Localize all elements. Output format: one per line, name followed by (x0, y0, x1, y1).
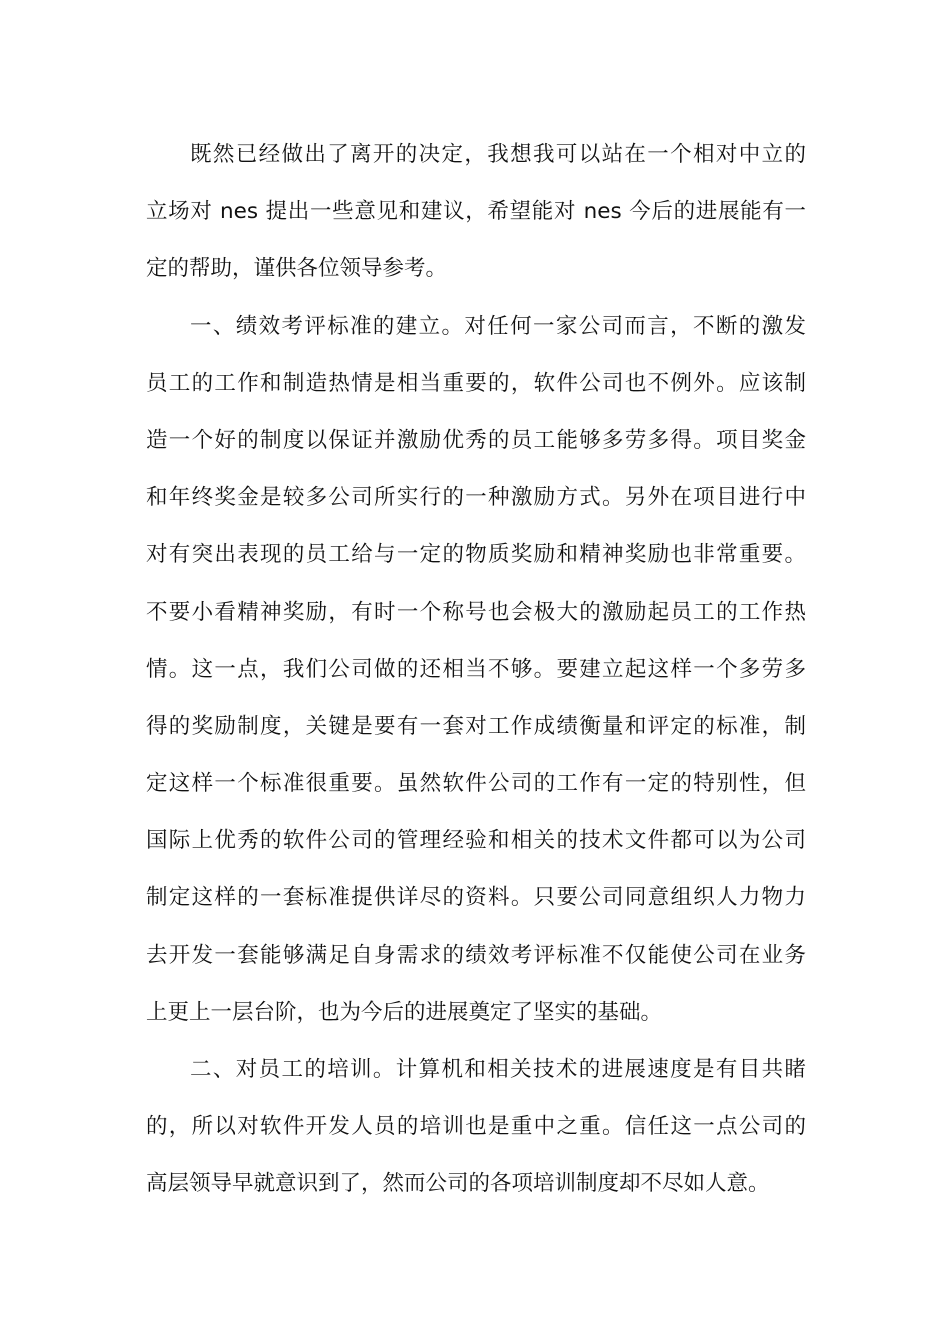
paragraph-3-line-1: 二、对员工的培训。计算机和相关技术的进展速度是有目共睹 (190, 1057, 806, 1082)
paragraph-2-line-11: 制定这样的一套标准提供详尽的资料。只要公司同意组织人力物力 (146, 885, 806, 911)
paragraph-2-line-12: 去开发一套能够满足自身需求的绩效考评标准不仅能使公司在业务 (146, 942, 806, 968)
paragraph-1-line-2: 立场对 nes 提出一些意见和建议，希望能对 nes 今后的进展能有一 (146, 199, 806, 225)
paragraph-2-line-4: 和年终奖金是较多公司所实行的一种激励方式。另外在项目进行中 (146, 485, 806, 511)
paragraph-1-line-1: 既然已经做出了离开的决定，我想我可以站在一个相对中立的 (190, 142, 806, 167)
paragraph-2-line-8: 得的奖励制度，关键是要有一套对工作成绩衡量和评定的标准，制 (146, 713, 806, 739)
paragraph-2-line-5: 对有突出表现的员工给与一定的物质奖励和精神奖励也非常重要。 (146, 542, 806, 568)
paragraph-3-line-2: 的，所以对软件开发人员的培训也是重中之重。信任这一点公司的 (146, 1114, 806, 1140)
paragraph-2-line-2: 员工的工作和制造热情是相当重要的，软件公司也不例外。应该制 (146, 370, 806, 396)
paragraph-2-line-1: 一、绩效考评标准的建立。对任何一家公司而言，不断的激发 (190, 313, 806, 339)
paragraph-2-line-13: 上更上一层台阶，也为今后的进展奠定了坚实的基础。 (146, 999, 663, 1025)
paragraph-2-line-10: 国际上优秀的软件公司的管理经验和相关的技术文件都可以为公司 (146, 828, 806, 854)
paragraph-1-line-3: 定的帮助，谨供各位领导参考。 (146, 256, 448, 282)
paragraph-3-line-3: 高层领导早就意识到了，然而公司的各项培训制度却不尽如人意。 (146, 1171, 770, 1197)
paragraph-2-line-3: 造一个好的制度以保证并激励优秀的员工能够多劳多得。项目奖金 (146, 427, 806, 453)
paragraph-2-line-7: 情。这一点，我们公司做的还相当不够。要建立起这样一个多劳多 (146, 656, 806, 682)
paragraph-2-line-9: 定这样一个标准很重要。虽然软件公司的工作有一定的特别性，但 (146, 771, 806, 797)
paragraph-2-line-6: 不要小看精神奖励，有时一个称号也会极大的激励起员工的工作热 (146, 599, 806, 625)
document-body (146, 126, 806, 1213)
